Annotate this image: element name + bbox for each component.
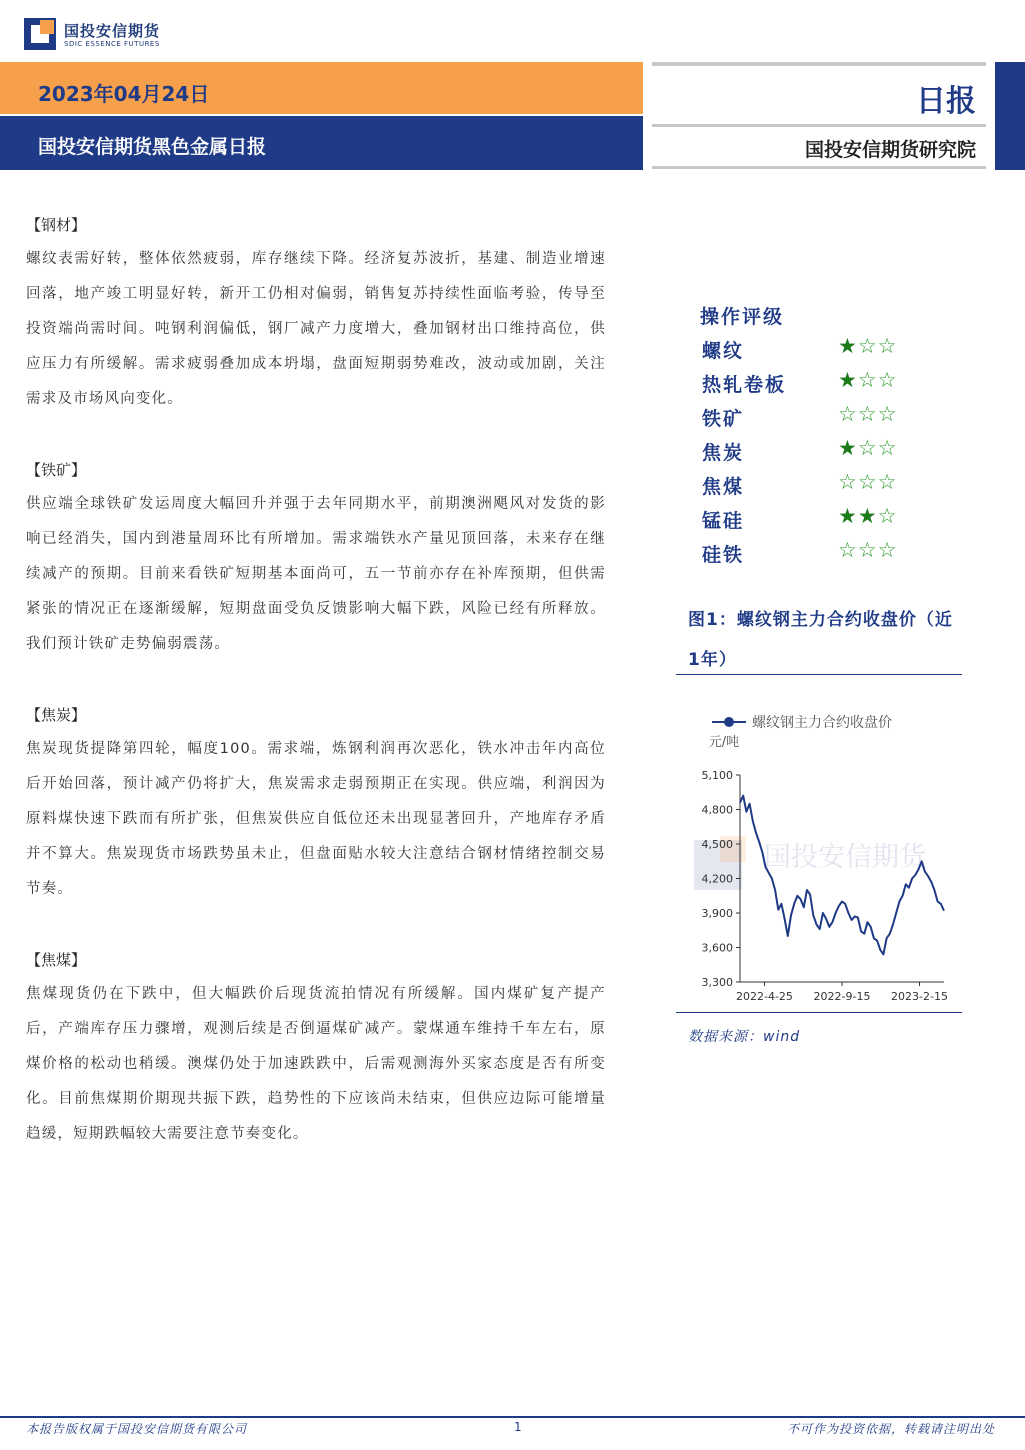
empty-star-icon: ☆ <box>857 402 878 426</box>
logo-text-cn: 国投安信期货 <box>64 22 161 40</box>
empty-star-icon: ☆ <box>838 402 858 426</box>
empty-star-icon: ☆ <box>877 402 898 426</box>
y-tick-label: 4,800 <box>701 803 733 817</box>
filled-star-icon: ★ <box>838 436 858 460</box>
empty-star-icon: ☆ <box>838 470 858 494</box>
figure-divider <box>676 1012 962 1013</box>
logo-text-en: SDIC ESSENCE FUTURES <box>64 40 160 48</box>
price-line-chart <box>676 700 962 1010</box>
x-tick-label: 2022-4-25 <box>736 990 793 1003</box>
rating-stars <box>838 538 897 562</box>
report-date: 2023年04月24日 <box>38 82 210 106</box>
rating-label: 硅铁 <box>702 544 745 566</box>
empty-star-icon: ☆ <box>857 334 878 358</box>
report-title: 国投安信期货黑色金属日报 <box>38 136 267 158</box>
watermark-text: 国投安信期货 <box>764 842 926 873</box>
x-tick-label: 2022-9-15 <box>813 990 871 1003</box>
y-tick-label: 4,500 <box>701 838 733 851</box>
rating-stars <box>838 504 897 528</box>
y-axis-unit: 元/吨 <box>708 735 740 750</box>
filled-star-icon: ★ <box>838 334 858 358</box>
empty-star-icon: ☆ <box>877 538 898 562</box>
logo-mark-icon <box>24 18 56 50</box>
section-heading-coking-coal: 【焦煤】 <box>26 951 87 969</box>
institute-name: 国投安信期货研究院 <box>804 139 976 161</box>
page-number: 1 <box>514 1420 522 1434</box>
rating-stars <box>838 334 897 358</box>
company-logo <box>24 16 194 56</box>
rating-label: 焦炭 <box>702 442 745 464</box>
filled-star-icon: ★ <box>838 368 858 392</box>
section-body-iron-ore: 供应端全球铁矿发运周度大幅回升并强于去年同期水平，前期澳洲飓风对发货的影响已经消失，国内到港量周环比有所增加。需求端铁水产量见顶回落，未来存在继续减产的预期。目前来看铁矿短期基本面尚可，五一节前亦存在补库预期，但供需紧张的情况正在逐渐缓解，短期盘面受负反馈影响大幅下跌，风险已经有所释放。我们预计铁矿走势偏弱震荡。 <box>26 496 606 652</box>
header-divider <box>652 62 986 66</box>
empty-star-icon: ☆ <box>857 538 878 562</box>
report-type: 日报 <box>916 84 976 119</box>
rating-stars <box>838 436 897 460</box>
legend-label: 螺纹钢主力合约收盘价 <box>752 715 892 731</box>
x-tick-label: 2023-2-15 <box>891 990 948 1003</box>
section-heading-iron-ore: 【铁矿】 <box>26 461 87 479</box>
filled-star-icon: ★ <box>838 504 858 528</box>
rating-stars <box>838 402 897 426</box>
legend-marker <box>724 717 734 727</box>
rating-stars <box>838 368 897 392</box>
y-tick-label: 3,900 <box>701 907 733 920</box>
figure-divider <box>676 674 962 675</box>
section-body-coke: 焦炭现货提降第四轮，幅度100。需求端，炼钢利润再次恶化，铁水冲击年内高位后开始回落，预计减产仍将扩大，焦炭需求走弱预期正在实现。供应端，利润因为原料煤快速下跌而有所扩张，但焦炭供应自低位还未出现显著回升，产地库存矛盾并不算大。焦炭现货市场跌势虽未止，但盘面贴水较大注意结合钢材情绪控制交易节奏。 <box>26 741 606 897</box>
ratings-title: 操作评级 <box>700 306 785 328</box>
header-divider <box>652 166 986 169</box>
data-source: 数据来源：wind <box>688 1029 801 1045</box>
footer-divider <box>0 1416 1025 1418</box>
empty-star-icon: ☆ <box>877 368 898 392</box>
y-tick-label: 4,200 <box>701 872 733 886</box>
empty-star-icon: ☆ <box>857 436 878 460</box>
footer-copyright: 本报告版权属于国投安信期货有限公司 <box>26 1422 248 1436</box>
empty-star-icon: ☆ <box>838 538 858 562</box>
section-heading-coke: 【焦炭】 <box>26 706 87 724</box>
figure-title: 图1：螺纹钢主力合约收盘价（近1年） <box>688 610 953 670</box>
rating-stars <box>838 470 897 494</box>
footer-disclaimer: 不可作为投资依据，转载请注明出处 <box>786 1422 995 1436</box>
empty-star-icon: ☆ <box>877 504 898 528</box>
series-line-rebar-close <box>740 796 944 955</box>
section-body-coking-coal: 焦煤现货仍在下跌中，但大幅跌价后现货流拍情况有所缓解。国内煤矿复产提产后，产端库存压力骤增，观测后续是否倒逼煤矿减产。蒙煤通车维持千车左右，原煤价格的松动也稍缓。澳煤仍处于加速跌跌中，后需观测海外买家态度是否有所变化。目前焦煤期价期现共振下跌，趋势性的下应该尚未结束，但供应边际可能增量趋缓，短期跌幅较大需要注意节奏变化。 <box>26 986 606 1142</box>
y-tick-label: 3,600 <box>701 941 733 955</box>
y-tick-label: 3,300 <box>701 976 733 989</box>
empty-star-icon: ☆ <box>877 334 898 358</box>
empty-star-icon: ☆ <box>877 470 898 494</box>
rating-label: 锰硅 <box>702 510 745 532</box>
rating-label: 热轧卷板 <box>702 374 787 396</box>
section-body-steel: 螺纹表需好转，整体依然疲弱，库存继续下降。经济复苏波折，基建、制造业增速回落，地产竣工明显好转，新开工仍相对偏弱，销售复苏持续性面临考验，传导至投资端尚需时间。吨钢利润偏低，钢厂减产力度增大，叠加钢材出口维持高位，供应压力有所缓解。需求疲弱叠加成本坍塌，盘面短期弱势难改，波动或加剧，关注需求及市场风向变化。 <box>26 251 606 407</box>
empty-star-icon: ☆ <box>877 436 898 460</box>
header-divider <box>652 124 986 127</box>
rating-label: 铁矿 <box>702 408 745 430</box>
y-tick-label: 5,100 <box>701 769 733 782</box>
empty-star-icon: ☆ <box>857 368 878 392</box>
section-heading-steel: 【钢材】 <box>26 216 87 234</box>
rating-label: 螺纹 <box>702 340 745 362</box>
header-accent-bar <box>995 62 1025 170</box>
filled-star-icon: ★ <box>857 504 878 528</box>
empty-star-icon: ☆ <box>857 470 878 494</box>
rating-label: 焦煤 <box>702 476 745 498</box>
